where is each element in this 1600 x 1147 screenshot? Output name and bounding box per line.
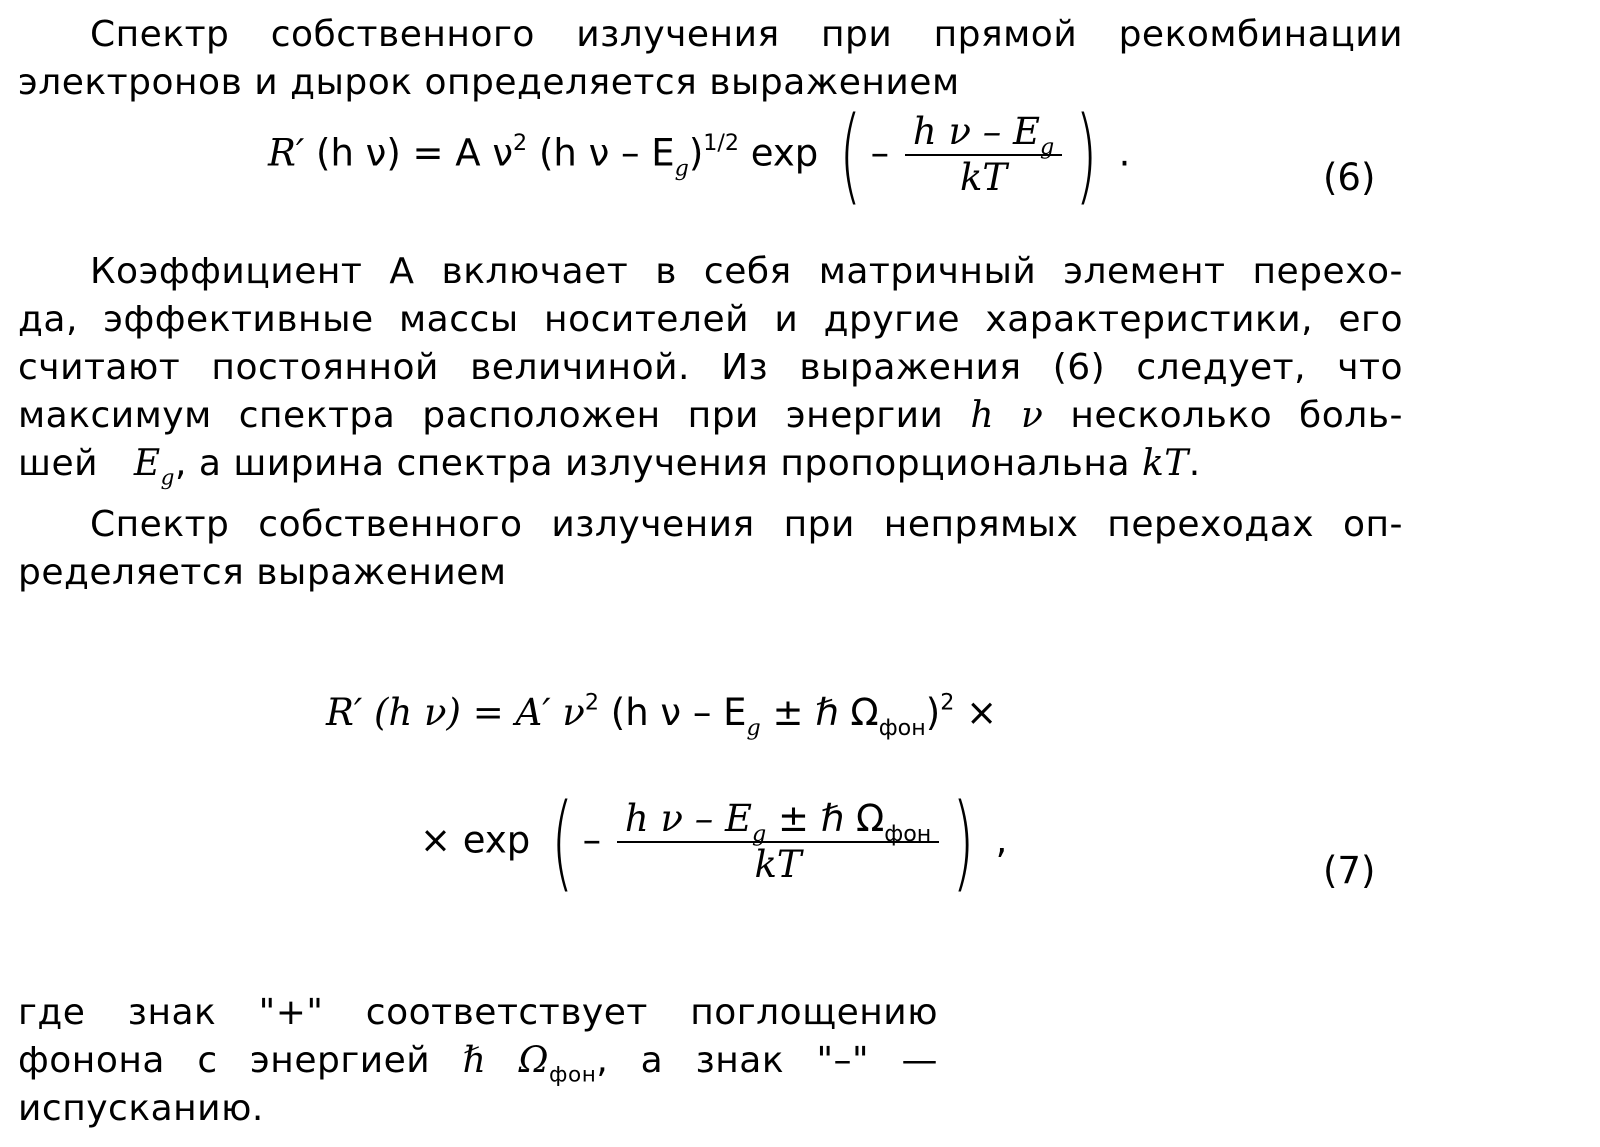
- formula-7-minus: –: [582, 818, 602, 862]
- paragraph-4-line-1: где знак "+" соответствует поглощению: [18, 992, 938, 1033]
- formula-7-numerator: h ν – E: [624, 797, 752, 840]
- formula-7-row-2: [420, 781, 1008, 908]
- formula-6-square: 2: [513, 129, 528, 156]
- formula-7-square: 2: [584, 689, 599, 716]
- paragraph-4-line-2: [18, 1038, 938, 1088]
- paragraph-2-line-3: считают постоянной величиной. Из выражения (6) следует, что: [18, 347, 1403, 388]
- formula-6-power: 1/2: [703, 129, 740, 156]
- paragraph-4-line-2-hbar: ℏ Ω: [462, 1040, 550, 1081]
- formula-7-phon: фон: [878, 714, 926, 741]
- formula-6-denominator: kT: [960, 156, 1008, 199]
- equation-number-7: (7): [1323, 849, 1376, 892]
- formula-7-row-1: [326, 689, 998, 741]
- paragraph-2-line-4-hnu: h ν: [970, 395, 1044, 436]
- formula-6-exp: exp: [750, 131, 819, 175]
- formula-6-g: g: [674, 155, 689, 182]
- formula-6-left-paren: (: [839, 94, 862, 216]
- formula-6-right-paren: ): [1075, 94, 1098, 216]
- formula-6-close: ): [688, 131, 704, 175]
- paragraph-2-line-4-c: несколько боль-: [1070, 395, 1403, 436]
- formula-7-mid: (h ν – E: [610, 691, 747, 734]
- formula-6-numerator: h ν – E: [912, 110, 1041, 153]
- paragraph-3-line-1: Спектр собственного излучения при непрямых переходах оп-: [90, 504, 1403, 545]
- paragraph-4-line-2-c: , а знак "–" —: [596, 1040, 938, 1081]
- formula-6: [268, 94, 1131, 216]
- paragraph-2-line-4-a: максимум спектра расположен при энергии: [18, 395, 944, 436]
- paragraph-4-line-2-phon: фон: [549, 1062, 597, 1088]
- paragraph-2-line-5-c: , а ширина спектра излучения пропорциональна: [174, 443, 1130, 484]
- formula-6-mid: (h ν – E: [538, 131, 675, 175]
- formula-7-right-paren: ): [952, 781, 975, 903]
- formula-7-numerator-g: g: [752, 820, 767, 847]
- formula-6-lhs: R′: [268, 131, 305, 175]
- formula-7-g: g: [746, 714, 761, 741]
- paragraph-2-line-5-dot: .: [1188, 443, 1201, 484]
- formula-6-lhs-arg: (h ν) = A ν: [316, 131, 514, 175]
- paragraph-2-line-5-a: шей: [18, 443, 98, 484]
- formula-7-denominator: kT: [754, 843, 802, 886]
- paragraph-2-line-5-g: g: [160, 465, 175, 491]
- formula-7-numerator-phon: фон: [884, 820, 932, 847]
- paragraph-4-line-2-a: фонона с энергией: [18, 1040, 431, 1081]
- paragraph-2-line-1: Коэффициент A включает в себя матричный элемент перехо-: [90, 251, 1403, 292]
- paragraph-2-line-5-eg: E: [133, 443, 161, 484]
- formula-7-close: ): [925, 691, 941, 734]
- formula-6-fraction: [905, 110, 1062, 200]
- paragraph-1-line-2: электронов и дырок определяется выражением: [18, 62, 960, 103]
- formula-6-dot: .: [1118, 131, 1131, 175]
- paragraph-2-line-4: [18, 393, 1403, 439]
- paragraph-4-line-3: испусканию.: [18, 1088, 264, 1129]
- formula-7-pm: ± ℏ Ω: [772, 691, 879, 734]
- formula-7-fraction: [617, 797, 939, 887]
- formula-7-lhs: R′ (h ν) = A′ ν: [326, 691, 585, 734]
- formula-6-minus: –: [870, 131, 890, 175]
- formula-7-times-exp: × exp: [420, 818, 531, 862]
- paragraph-2-line-2: да, эффективные массы носителей и другие характеристики, его: [18, 299, 1403, 340]
- formula-7-power: 2: [940, 689, 955, 716]
- formula-6-numerator-g: g: [1040, 133, 1055, 160]
- formula-7-numerator-pm: ± ℏ Ω: [777, 797, 885, 840]
- formula-7-left-paren: (: [551, 781, 574, 903]
- paragraph-3-line-2: ределяется выражением: [18, 552, 507, 593]
- paragraph-2-line-5: [18, 441, 1403, 491]
- equation-number-6: (6): [1323, 156, 1376, 199]
- formula-7-times: ×: [966, 691, 998, 734]
- paragraph-2-line-5-kt: kT: [1141, 443, 1189, 484]
- paragraph-1-line-1: Спектр собственного излучения при прямой рекомбинации: [90, 14, 1403, 55]
- formula-7-comma: ,: [995, 818, 1008, 862]
